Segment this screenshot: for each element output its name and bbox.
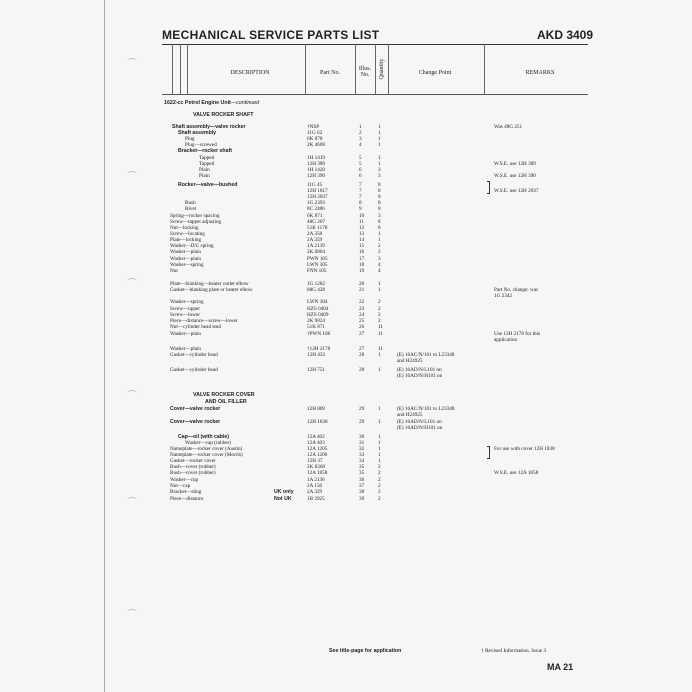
- table-row: [0, 336, 692, 344]
- quantity-cell: 3: [378, 256, 381, 262]
- description-cell: Gasket—cylinder head: [170, 352, 218, 358]
- page-title: MECHANICAL SERVICE PARTS LIST: [162, 28, 380, 42]
- quantity-cell: 2: [378, 496, 381, 502]
- part-number-cell: 11G 45: [307, 182, 323, 188]
- punch-hole: [127, 390, 137, 396]
- description-cell: Washer—plain: [170, 331, 201, 337]
- column-divider: [484, 44, 485, 94]
- quantity-cell: 4: [378, 262, 381, 268]
- part-number-cell: 1G 1282: [307, 281, 326, 287]
- description-cell: Gasket—rocker cover: [170, 458, 216, 464]
- description-cell: Washer—plain: [170, 256, 201, 262]
- quantity-cell: 1: [378, 142, 381, 148]
- illus-number-cell: 33: [359, 452, 365, 458]
- remarks-cell: W.S.E. use 12A 1858: [494, 470, 539, 476]
- quantity-cell: 4: [378, 268, 381, 274]
- quantity-cell: 1: [378, 124, 381, 130]
- quantity-cell: 1: [378, 136, 381, 142]
- quantity-cell: 1: [378, 434, 381, 440]
- description-cell: Nut—cylinder head stud: [170, 324, 221, 330]
- description-cell: Cover—valve rocker: [170, 406, 221, 412]
- part-number-cell: 6K 878: [307, 136, 323, 142]
- quantity-cell: 1: [378, 231, 381, 237]
- part-number-cell: 12H 809: [307, 406, 326, 412]
- part-number-cell: 2A 150: [307, 483, 323, 489]
- description-cell: Plug: [185, 136, 195, 142]
- quantity-cell: 11: [378, 331, 383, 337]
- bracket-mark: [487, 446, 490, 459]
- quantity-cell: 1: [378, 130, 381, 136]
- description-cell: Plate—blanking—heater outlet elbow: [170, 281, 249, 287]
- part-number-cell: 1H 1419: [307, 155, 326, 161]
- description-cell: Rivet: [185, 206, 197, 212]
- quantity-cell: 2: [378, 299, 381, 305]
- illus-number-cell: 19: [359, 268, 365, 274]
- bracket-mark: [487, 181, 490, 194]
- illus-number-cell: 4: [359, 142, 362, 148]
- illus-number-cell: 6: [359, 167, 362, 173]
- table-row: [0, 372, 692, 380]
- quantity-cell: 2: [378, 243, 381, 249]
- part-number-cell: 12H 37: [307, 458, 323, 464]
- part-number-cell: 12H 1838: [307, 419, 328, 425]
- part-number-cell: 2K 8368: [307, 464, 326, 470]
- illus-number-cell: 2: [359, 130, 362, 136]
- quantity-cell: 1: [378, 406, 381, 412]
- description-cell: Plate—locking: [170, 237, 202, 243]
- illus-number-cell: 27: [359, 346, 365, 352]
- part-number-cell: 48G 207: [307, 219, 326, 225]
- illus-number-cell: 7: [359, 188, 362, 194]
- heading-valve-rocker-cover: VALVE ROCKER COVER: [193, 392, 255, 398]
- quantity-cell: 8: [378, 200, 381, 206]
- description-cell: Plain: [199, 173, 210, 179]
- description-cell: Washer—plain: [170, 249, 201, 255]
- illus-number-cell: 29: [359, 406, 365, 412]
- part-number-cell: 1A 2136: [307, 477, 325, 483]
- illus-number-cell: 29: [359, 419, 365, 425]
- part-number-cell: 12A 403: [307, 440, 325, 446]
- part-number-cell: 1H 1420: [307, 167, 326, 173]
- quantity-cell: 11: [378, 324, 383, 330]
- part-number-cell: 88G 428: [307, 287, 326, 293]
- illus-number-cell: 14: [359, 237, 365, 243]
- remarks-cell: Part No. change; was: [494, 287, 539, 293]
- quantity-cell: 1: [378, 281, 381, 287]
- description-cell: Washer—spring: [170, 299, 204, 305]
- remarks-cell: W.S.E. use 12H 390: [494, 173, 536, 179]
- illus-number-cell: 28: [359, 352, 365, 358]
- remarks-cell: W.S.E. use 12H 2037: [494, 188, 539, 194]
- part-number-cell: HZS 0404: [307, 306, 329, 312]
- quantity-cell: 8: [378, 206, 381, 212]
- heading-valve-rocker-shaft: VALVE ROCKER SHAFT: [193, 112, 254, 118]
- section-title: [164, 100, 259, 106]
- quantity-cell: 1: [378, 155, 381, 161]
- part-number-cell: 51K 1178: [307, 225, 328, 231]
- table-row: [0, 495, 692, 503]
- quantity-cell: 2: [378, 306, 381, 312]
- quantity-cell: 2: [378, 312, 381, 318]
- illus-number-cell: 6: [359, 173, 362, 179]
- illus-number-cell: 12: [359, 225, 365, 231]
- part-number-cell: 12H 390: [307, 173, 326, 179]
- description-cell: Nut—locking: [170, 225, 199, 231]
- illus-number-cell: 39: [359, 496, 365, 502]
- change-point-cell: (E) 16AC/N/101 to L23348: [397, 352, 455, 358]
- change-point-cell: (E) 16AD/N/H101 on: [397, 425, 443, 431]
- illus-number-cell: 8: [359, 200, 362, 206]
- part-number-cell: 2A 359: [307, 237, 323, 243]
- column-header-change-point: Change Point: [418, 70, 452, 76]
- part-number-cell: 11G 62: [307, 130, 323, 136]
- description-cell: Bush—cover (rubber): [170, 470, 216, 476]
- section-title-text: 1622-cc Petrol Engine Unit: [164, 100, 231, 106]
- table-row: [0, 357, 692, 365]
- description-cell: Nameplate—rocker cover (Austin): [170, 446, 243, 452]
- illus-number-cell: 15: [359, 243, 365, 249]
- market-tag: UK only: [274, 489, 294, 495]
- illus-number-cell: 32: [359, 446, 365, 452]
- quantity-cell: 2: [378, 249, 381, 255]
- remarks-cell: Was 48G 251: [494, 124, 523, 130]
- description-cell: Shaft assembly—valve rocker: [172, 124, 246, 130]
- description-cell: Washer—cap (rubber): [185, 440, 232, 446]
- part-number-cell: 1B 2925: [307, 496, 325, 502]
- description-cell: Washer—cup: [170, 477, 199, 483]
- quantity-cell: 2: [378, 477, 381, 483]
- quantity-cell: 3: [378, 173, 381, 179]
- quantity-cell: 2: [378, 318, 381, 324]
- illus-number-cell: 38: [359, 489, 365, 495]
- description-cell: Nut: [170, 268, 178, 274]
- quantity-cell: 1: [378, 352, 381, 358]
- illus-number-cell: 20: [359, 281, 365, 287]
- part-number-cell: 12A 1205: [307, 446, 328, 452]
- description-cell: Washer—D/C spring: [170, 243, 214, 249]
- illus-number-cell: 11: [359, 219, 364, 225]
- quantity-cell: 2: [378, 464, 381, 470]
- illus-number-cell: 35: [359, 464, 365, 470]
- column-divider: [187, 44, 188, 94]
- description-cell: Bracket—sling: [170, 489, 202, 495]
- quantity-cell: 8: [378, 188, 381, 194]
- part-number-cell: 2K 4608: [307, 142, 326, 148]
- illus-number-cell: 5: [359, 155, 362, 161]
- change-point-cell: (E) 16AD/N/L101 on: [397, 419, 442, 425]
- part-number-cell: 8C 2486: [307, 206, 325, 212]
- footer-note: See title-page for application: [329, 648, 402, 654]
- description-cell: Nut—cap: [170, 483, 191, 489]
- part-number-cell: †PWN 106: [307, 331, 331, 337]
- quantity-cell: 1: [378, 161, 381, 167]
- illus-number-cell: 27: [359, 331, 365, 337]
- illus-number-cell: 22: [359, 299, 365, 305]
- illus-number-cell: 37: [359, 483, 365, 489]
- quantity-cell: 1: [378, 237, 381, 243]
- illus-number-cell: 7: [359, 194, 362, 200]
- quantity-cell: 1: [378, 446, 381, 452]
- page-number: MA 21: [547, 662, 574, 672]
- quantity-cell: 1: [378, 452, 381, 458]
- column-divider: [305, 44, 306, 94]
- illus-number-cell: 35: [359, 470, 365, 476]
- illus-number-cell: 24: [359, 312, 365, 318]
- description-cell: Piece—distance: [170, 496, 204, 502]
- part-number-cell: †NSP: [307, 124, 320, 130]
- section-title-suffix: —continued: [230, 100, 260, 106]
- remarks-cell: 1G 2342: [494, 293, 513, 299]
- part-number-cell: FNN 105: [307, 268, 327, 274]
- punch-hole: [127, 609, 137, 615]
- column-header-rule: [162, 94, 588, 95]
- illus-number-cell: 10: [359, 213, 365, 219]
- column-divider: [388, 44, 389, 94]
- footer-revised: † Revised Information. Issue 3: [481, 648, 547, 654]
- part-number-cell: 51K 871: [307, 324, 326, 330]
- column-header-remarks: REMARKS: [525, 70, 555, 76]
- table-row: [0, 172, 692, 180]
- part-number-cell: †12H 2178: [307, 346, 331, 352]
- column-divider: [172, 44, 173, 94]
- quantity-cell: 1: [378, 440, 381, 446]
- illus-number-cell: 23: [359, 306, 365, 312]
- heading-oil-filler: AND OIL FILLER: [205, 399, 247, 405]
- quantity-cell: 1: [378, 419, 381, 425]
- part-number-cell: 12H 1817: [307, 188, 328, 194]
- quantity-cell: 1: [378, 458, 381, 464]
- market-tag: Not UK: [274, 496, 292, 502]
- description-cell: Gasket—blanking plate or heater elbow: [170, 287, 253, 293]
- description-cell: Nameplate—rocker cover (Morris): [170, 452, 243, 458]
- table-row: [0, 267, 692, 275]
- quantity-cell: 2: [378, 470, 381, 476]
- change-point-cell: (E) 16AD/N/H101 on: [397, 373, 443, 379]
- part-number-cell: 2A 329: [307, 489, 323, 495]
- change-point-cell: and H24925: [397, 412, 423, 418]
- quantity-cell: 1: [378, 287, 381, 293]
- part-number-cell: 2A 358: [307, 231, 323, 237]
- column-divider: [180, 44, 181, 94]
- part-number-cell: 12A 402: [307, 434, 325, 440]
- quantity-cell: 8: [378, 194, 381, 200]
- description-cell: Rocker—valve—bushed: [178, 182, 238, 188]
- illus-number-cell: 5: [359, 161, 362, 167]
- illus-number-cell: 34: [359, 458, 365, 464]
- part-number-cell: 12H 389: [307, 161, 326, 167]
- illus-number-cell: 28: [359, 367, 365, 373]
- part-number-cell: 2K 6804: [307, 249, 326, 255]
- change-point-cell: (E) 16AC/N/101 to L23348: [397, 406, 455, 412]
- part-number-cell: 12A 1206: [307, 452, 328, 458]
- change-point-cell: and H24925: [397, 358, 423, 364]
- part-number-cell: 12A 1858: [307, 470, 328, 476]
- remarks-cell: For use with cover 12H 1838: [494, 446, 555, 452]
- part-number-cell: 1G 2393: [307, 200, 326, 206]
- description-cell: Bracket—rocker shaft: [178, 148, 232, 154]
- description-cell: Tapped: [199, 155, 215, 161]
- quantity-cell: 2: [378, 483, 381, 489]
- illus-number-cell: 25: [359, 318, 365, 324]
- description-cell: Washer—plain: [170, 346, 201, 352]
- quantity-cell: 11: [378, 346, 383, 352]
- illus-number-cell: 26: [359, 324, 365, 330]
- quantity-cell: 8: [378, 219, 381, 225]
- illus-number-cell: 7: [359, 182, 362, 188]
- description-cell: Piece—distance—screw—lower: [170, 318, 238, 324]
- illus-number-cell: 17: [359, 256, 365, 262]
- description-cell: Screw—upper: [170, 306, 200, 312]
- description-cell: Plain: [199, 167, 210, 173]
- illus-number-cell: 13: [359, 231, 365, 237]
- column-header-description: DESCRIPTION: [230, 70, 270, 76]
- illus-number-cell: 9: [359, 206, 362, 212]
- change-point-cell: (E) 16AD/N/L101 on: [397, 367, 442, 373]
- part-number-cell: LWN 305: [307, 262, 328, 268]
- part-number-cell: 12H 751: [307, 367, 326, 373]
- quantity-cell: 2: [378, 489, 381, 495]
- description-cell: Gasket—cylinder head: [170, 367, 218, 373]
- quantity-cell: 8: [378, 225, 381, 231]
- remarks-cell: W.S.E. use 12H 389: [494, 161, 536, 167]
- description-cell: Screw—tappet adjusting: [170, 219, 222, 225]
- remarks-cell: Use 12H 2178 for this: [494, 331, 541, 337]
- quantity-cell: 1: [378, 367, 381, 373]
- description-cell: Plug—screwed: [185, 142, 217, 148]
- document-code: AKD 3409: [537, 28, 594, 42]
- description-cell: Screw—lower: [170, 312, 200, 318]
- column-header-quantity: Quantity: [379, 58, 385, 80]
- illus-number-cell: 18: [359, 262, 365, 268]
- part-number-cell: 12H 2037: [307, 194, 328, 200]
- part-number-cell: 6K 871: [307, 213, 323, 219]
- illus-number-cell: 16: [359, 249, 365, 255]
- part-number-cell: PWN 105: [307, 256, 328, 262]
- column-header-illus-no: Illus. No.: [358, 66, 372, 78]
- illus-number-cell: 36: [359, 477, 365, 483]
- description-cell: Cover—valve rocker: [170, 419, 221, 425]
- quantity-cell: 8: [378, 182, 381, 188]
- illus-number-cell: 3: [359, 136, 362, 142]
- description-cell: Washer—spring: [170, 262, 204, 268]
- column-header-part-no: Part No.: [320, 70, 340, 76]
- remarks-cell: application: [494, 337, 518, 343]
- part-number-cell: 1A 2139: [307, 243, 325, 249]
- description-cell: Bush—cover (rubber): [170, 464, 216, 470]
- part-number-cell: LWN 304: [307, 299, 328, 305]
- part-number-cell: 12H 433: [307, 352, 326, 358]
- part-number-cell: HZS 0409: [307, 312, 329, 318]
- quantity-cell: 3: [378, 213, 381, 219]
- illus-number-cell: 21: [359, 287, 365, 293]
- description-cell: Cap—oil (with cable): [178, 434, 230, 440]
- illus-number-cell: 30: [359, 434, 365, 440]
- description-cell: Shaft assembly: [178, 130, 217, 136]
- description-cell: Bush: [185, 200, 196, 206]
- description-cell: Tapped: [199, 161, 215, 167]
- quantity-cell: 3: [378, 167, 381, 173]
- description-cell: Spring—rocker spacing: [170, 213, 220, 219]
- part-number-cell: 2K 9824: [307, 318, 326, 324]
- punch-hole: [127, 58, 137, 64]
- description-cell: Screw—locating: [170, 231, 205, 237]
- illus-number-cell: 31: [359, 440, 365, 446]
- illus-number-cell: 1: [359, 124, 362, 130]
- column-divider: [375, 44, 376, 94]
- table-row: [0, 424, 692, 432]
